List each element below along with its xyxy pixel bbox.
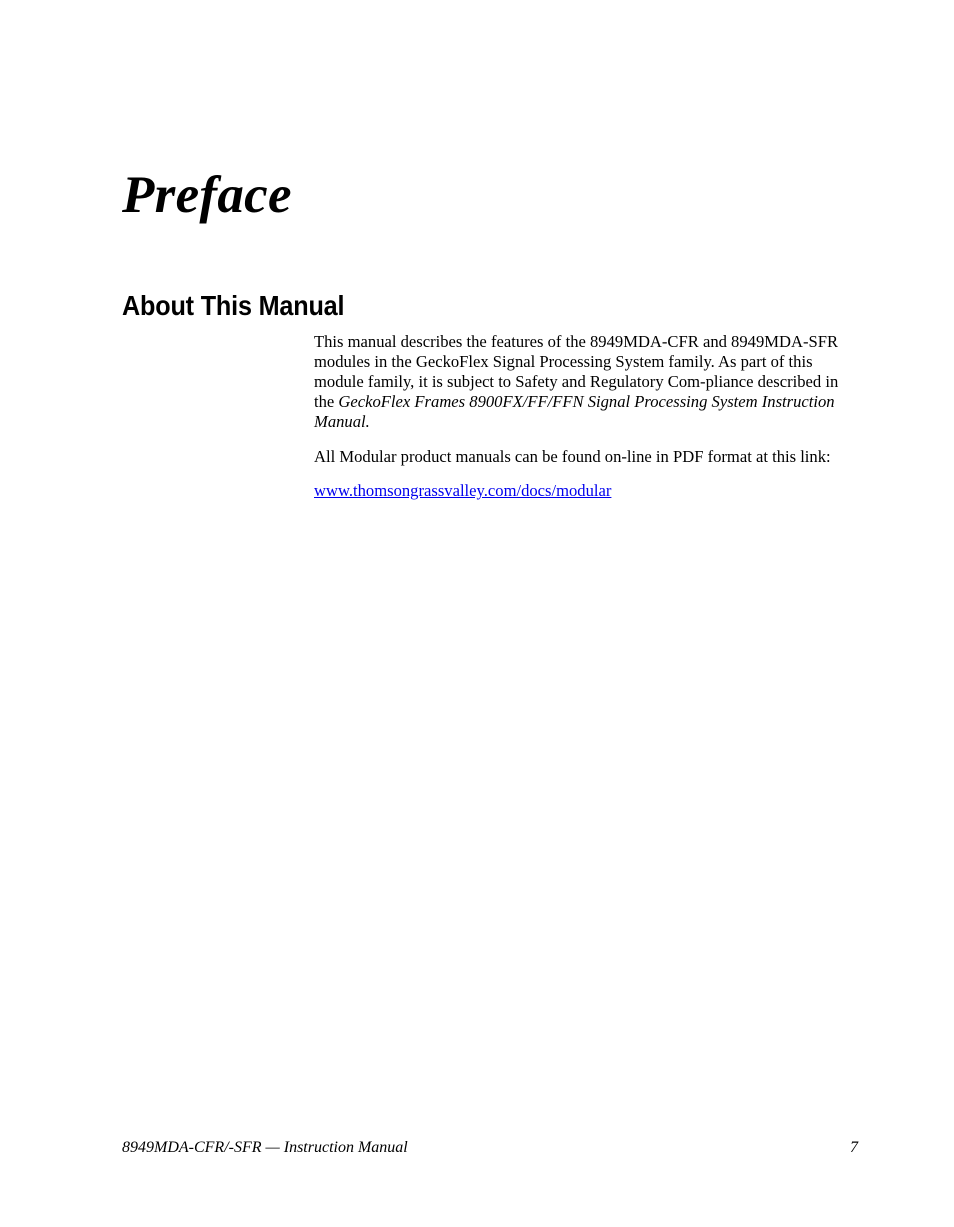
link-paragraph (314, 481, 859, 501)
manuals-paragraph: All Modular product manuals can be found on-line in PDF format at this link: (314, 447, 831, 466)
intro-text: This manual describes the features of the 8949MDA-CFR and 8949MDA-SFR modules in the GeckoFlex Signal Processing System family. As part of this module family, it is subject to Safety and Regulatory Com-pliance described in the (314, 332, 839, 411)
section-heading: About This Manual (122, 290, 345, 321)
body-column (314, 332, 859, 516)
intro-paragraph (314, 332, 859, 432)
footer-page-number: 7 (850, 1139, 858, 1156)
referenced-manual-title: GeckoFlex Frames 8900FX/FF/FFN Signal Processing System Instruction Manual. (314, 392, 835, 431)
footer-document-title: 8949MDA-CFR/-SFR — Instruction Manual (122, 1139, 408, 1156)
modular-docs-link[interactable]: www.thomsongrassvalley.com/docs/modular (314, 481, 612, 500)
chapter-title: Preface (122, 166, 292, 224)
